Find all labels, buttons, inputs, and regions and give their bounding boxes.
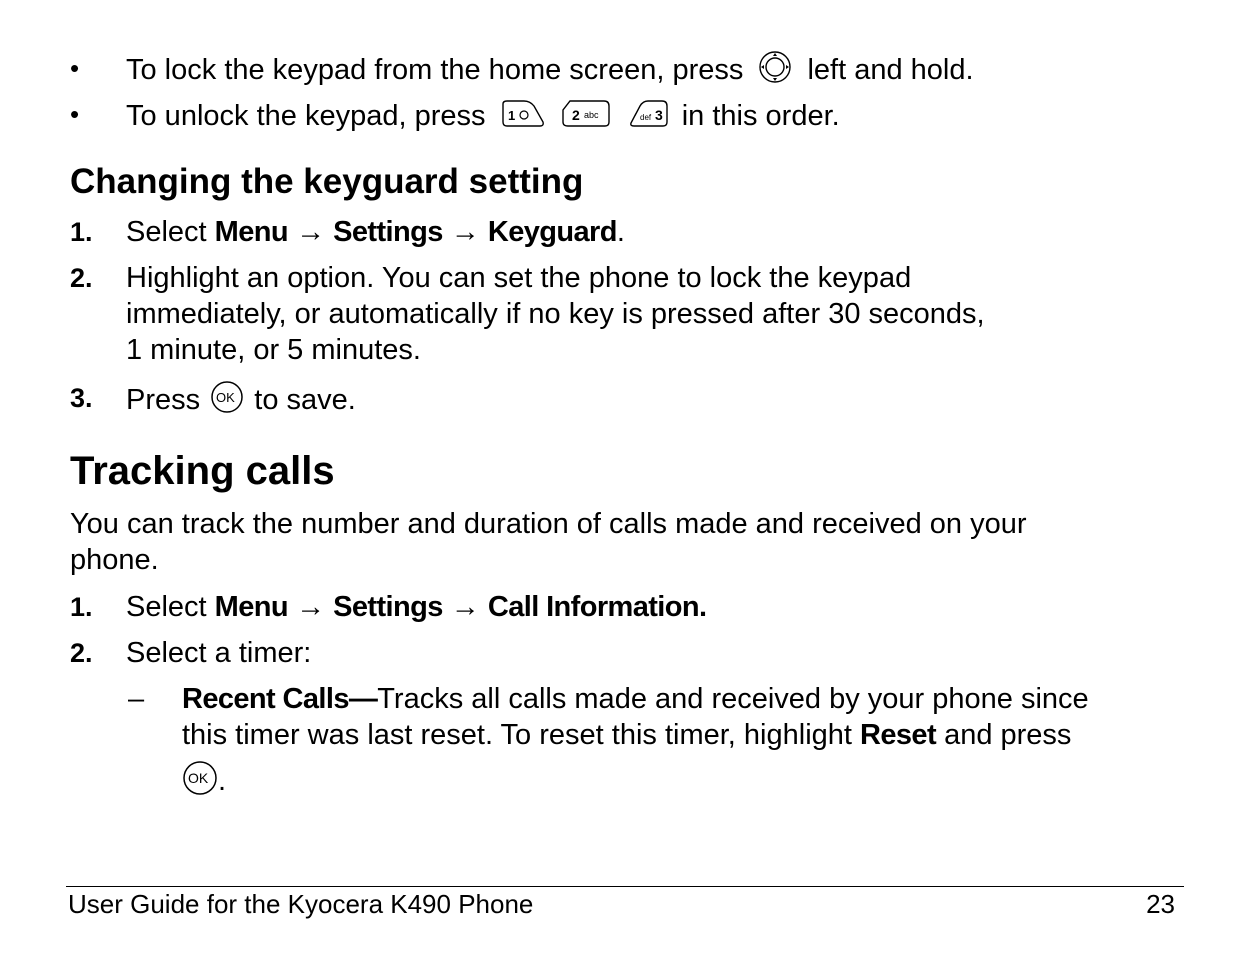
bullet-text: in this order.: [681, 100, 840, 133]
footer-rule: [66, 886, 1184, 887]
step-text: Select: [126, 591, 215, 623]
arrow: →: [450, 216, 480, 248]
key-3def-icon: [628, 96, 670, 139]
step-text-line: Highlight an option. You can set the phone to lock the keypad: [126, 262, 912, 294]
bullet-text: left and hold.: [807, 54, 974, 87]
bullet-unlock-keypad: [126, 96, 840, 139]
recent-calls-line3: [182, 760, 226, 805]
bullet-text: To unlock the keypad, press: [126, 100, 486, 133]
step-press-ok: [126, 380, 356, 423]
step-select-call-information: [126, 589, 706, 625]
svg-text:2: 2: [571, 107, 580, 123]
step-select-timer: Select a timer:: [126, 637, 312, 669]
dash-marker: –: [128, 683, 145, 715]
key-2abc-icon: [560, 96, 612, 139]
menu-label: Menu: [214, 216, 288, 248]
sub-text: this timer was last reset. To reset this timer, highlight: [182, 719, 861, 751]
ok-key-icon: [210, 380, 244, 423]
recent-calls-line2: [182, 717, 1071, 753]
ok-key-icon: [182, 760, 218, 805]
step-select-keyguard: [126, 214, 625, 250]
arrow: →: [296, 216, 326, 248]
step-number: 2.: [70, 638, 93, 668]
sub-text: and press: [936, 719, 1072, 751]
nav-key-icon: [757, 50, 793, 93]
intro-line: phone.: [70, 544, 159, 576]
call-information-label: Call Information.: [487, 591, 707, 623]
svg-text:OK: OK: [216, 390, 235, 405]
recent-calls-term: Recent Calls—: [182, 683, 378, 715]
section-heading-tracking-calls: Tracking calls: [70, 449, 335, 493]
sub-text: Tracks all calls made and received by your phone since: [377, 683, 1089, 715]
key-1-icon: [500, 96, 546, 139]
step-number: 2.: [70, 263, 93, 293]
footer-title: User Guide for the Kyocera K490 Phone: [68, 889, 534, 919]
settings-label: Settings: [333, 591, 443, 623]
period: .: [218, 765, 227, 798]
intro-line: You can track the number and duration of calls made and received on your: [70, 508, 1027, 540]
svg-text:OK: OK: [188, 770, 209, 786]
reset-label: Reset: [860, 719, 937, 751]
step-number: 3.: [70, 383, 93, 413]
period: .: [616, 216, 625, 248]
bullet-marker: •: [70, 53, 80, 83]
section-heading-keyguard: Changing the keyguard setting: [70, 162, 584, 201]
settings-label: Settings: [333, 216, 443, 248]
recent-calls-line1: [182, 681, 1089, 717]
step-number: 1.: [70, 592, 93, 622]
svg-text:abc: abc: [583, 110, 599, 120]
step-text-line: immediately, or automatically if no key is pressed after 30 seconds,: [126, 298, 985, 330]
step-text: to save.: [254, 384, 356, 417]
bullet-marker: •: [70, 99, 80, 129]
svg-text:1: 1: [507, 108, 515, 123]
step-text-line: 1 minute, or 5 minutes.: [126, 334, 421, 366]
page-number: 23: [1146, 889, 1175, 919]
bullet-text: To lock the keypad from the home screen, press: [126, 54, 744, 87]
bullet-lock-keypad: [126, 50, 974, 93]
menu-label: Menu: [214, 591, 288, 623]
step-text: Select: [126, 216, 215, 248]
arrow: →: [296, 591, 326, 623]
step-text: Press: [126, 384, 201, 417]
svg-text:def: def: [639, 113, 651, 122]
step-number: 1.: [70, 217, 93, 247]
arrow: →: [450, 591, 480, 623]
keyguard-label: Keyguard: [487, 216, 617, 248]
svg-text:3: 3: [654, 107, 663, 123]
